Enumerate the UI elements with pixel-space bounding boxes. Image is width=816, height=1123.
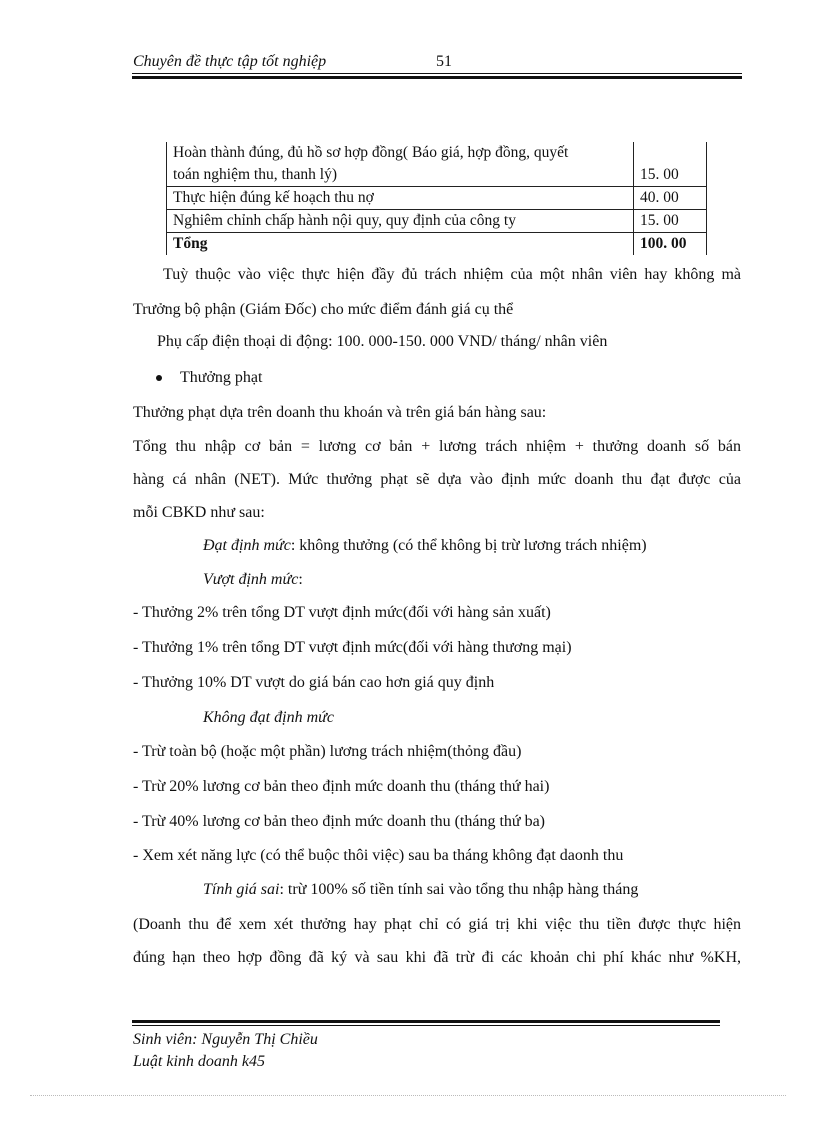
page-bottom-divider <box>30 1095 786 1096</box>
paragraph-allowance: Phụ cấp điện thoại di động: 100. 000-150. 000 VND/ tháng/ nhân viên <box>157 333 608 350</box>
table-cell-score: 15. 00 <box>634 142 707 187</box>
paragraph-line: Tổng thu nhập cơ bản = lương cơ bản + lương trách nhiệm + thưởng doanh số bán <box>133 438 741 455</box>
table-cell-desc: Thực hiện đúng kế hoạch thu nợ <box>167 187 634 210</box>
table-row <box>167 142 707 187</box>
not-meet-quota-label: Không đạt định mức <box>203 709 334 726</box>
paragraph-line: Thưởng phạt dựa trên doanh thu khoán và trên giá bán hàng sau: <box>133 404 547 421</box>
table-row <box>167 210 707 233</box>
table-total-value: 100. 00 <box>634 233 707 256</box>
bullet-heading: Thưởng phạt <box>180 369 263 386</box>
page-number: 51 <box>436 53 452 70</box>
table-total-label: Tổng <box>167 233 634 256</box>
exceed-quota-line <box>203 570 303 590</box>
list-item: - Thưởng 1% trên tổng DT vượt định mức(đối với hàng thương mại) <box>133 639 572 656</box>
exceed-quota-colon: : <box>298 571 303 588</box>
exceed-quota-label: Vượt định mức <box>203 571 299 588</box>
footer-rule-thin <box>132 1025 720 1026</box>
wrong-price-label: Tính giá sai <box>203 881 280 898</box>
footer-class: Luật kinh doanh k45 <box>133 1053 265 1070</box>
list-item: - Thưởng 10% DT vượt do giá bán cao hơn giá quy định <box>133 674 495 691</box>
header-rule-thin <box>132 73 742 74</box>
table-total-row <box>167 233 707 256</box>
list-item: - Trừ 40% lương cơ bản theo định mức doanh thu (tháng thứ ba) <box>133 813 545 830</box>
score-table <box>166 142 707 255</box>
bullet-icon <box>156 375 162 381</box>
table-cell-score: 15. 00 <box>634 210 707 233</box>
paragraph-line: Tuỳ thuộc vào việc thực hiện đầy đủ trách nhiệm của một nhân viên hay không mà <box>163 266 741 283</box>
paragraph-line: đúng hạn theo hợp đồng đã ký và sau khi đã trừ đi các khoản chi phí khác như %KH, <box>133 949 741 966</box>
table-cell-desc <box>167 142 634 187</box>
row-desc-line1: Hoàn thành đúng, đủ hồ sơ hợp đồng( Báo giá, hợp đồng, quyết <box>173 144 569 161</box>
table-cell-desc: Nghiêm chỉnh chấp hành nội quy, quy định của công ty <box>167 210 634 233</box>
paragraph-line: hàng cá nhân (NET). Mức thưởng phạt sẽ dựa vào định mức doanh thu đạt được của <box>133 471 741 488</box>
list-item: - Xem xét năng lực (có thể buộc thôi việc) sau ba tháng không đạt daonh thu <box>133 847 624 864</box>
meet-quota-text: : không thưởng (có thể không bị trừ lương trách nhiệm) <box>290 537 647 554</box>
row-desc-line2: toán nghiệm thu, thanh lý) <box>173 166 338 183</box>
paragraph-line: Trưởng bộ phận (Giám Đốc) cho mức điểm đánh giá cụ thể <box>133 301 514 318</box>
meet-quota-line <box>203 536 647 556</box>
table-row <box>167 187 707 210</box>
paragraph-line: mỗi CBKD như sau: <box>133 504 265 521</box>
footer-rule-thick <box>132 1020 720 1023</box>
table-cell-score: 40. 00 <box>634 187 707 210</box>
wrong-price-line <box>203 880 638 900</box>
list-item: - Trừ toàn bộ (hoặc một phần) lương trách nhiệm(thỏng đầu) <box>133 743 522 760</box>
list-item: - Trừ 20% lương cơ bản theo định mức doanh thu (tháng thứ hai) <box>133 778 550 795</box>
paragraph-line: (Doanh thu để xem xét thưởng hay phạt chỉ có giá trị khi việc thu tiền được thực hiện <box>133 916 741 933</box>
footer-student-name: Sinh viên: Nguyễn Thị Chiều <box>133 1031 318 1048</box>
wrong-price-text: : trừ 100% số tiền tính sai vào tổng thu nhập hàng tháng <box>279 881 639 898</box>
list-item: - Thưởng 2% trên tổng DT vượt định mức(đối với hàng sản xuất) <box>133 604 551 621</box>
meet-quota-label: Đạt định mức <box>203 537 291 554</box>
header-title: Chuyên đề thực tập tốt nghiệp <box>133 53 327 70</box>
header-rule-thick <box>132 76 742 79</box>
